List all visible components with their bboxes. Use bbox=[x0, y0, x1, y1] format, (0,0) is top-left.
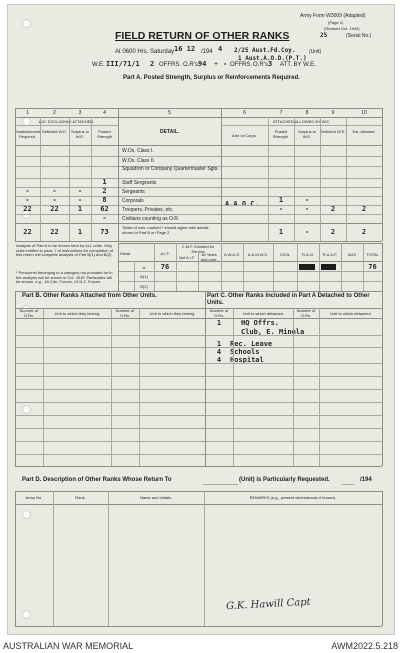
cell-att-posted: 1 bbox=[278, 196, 284, 204]
rule bbox=[346, 117, 347, 241]
col-number: 7 bbox=[279, 110, 283, 116]
rule bbox=[204, 491, 205, 626]
serial-label: (Serial No.) bbox=[346, 33, 372, 39]
analysis-header: CIVIL bbox=[279, 252, 290, 257]
total-established: 22 bbox=[23, 228, 32, 236]
cell-att-surplus: - bbox=[304, 196, 310, 204]
cell-posted: 8 bbox=[102, 196, 107, 204]
analysis-note: Analysis of Part A to be shown here by ALL units. Only units entitled to para. 7 of instructions for completion of this return will complete analysis of Part B(1) and B(2). bbox=[16, 243, 113, 258]
row-detail: W.Os. Class I. bbox=[122, 148, 154, 154]
rule bbox=[139, 308, 140, 466]
rule bbox=[15, 318, 382, 319]
detached-unit: HQ Offrs. bbox=[241, 319, 279, 327]
analysis-header: A.A.M.W.S. bbox=[247, 252, 269, 257]
analysis-header: A.I.F. bbox=[160, 251, 170, 256]
ors-att-label: O.R's. bbox=[253, 62, 270, 68]
total-posted: 73 bbox=[100, 228, 109, 236]
rule bbox=[40, 117, 41, 241]
rule bbox=[15, 415, 382, 416]
part-b-header: Unit to which they belong bbox=[149, 311, 195, 316]
part-a-title: Part A. Posted Strength, Surplus or Reinforcements Required. bbox=[123, 75, 300, 81]
rule bbox=[221, 108, 222, 241]
row-detail: Squadron or Company Quartermaster Sgts. bbox=[122, 166, 219, 172]
rule bbox=[221, 243, 222, 291]
offrs-att-field: - bbox=[223, 60, 228, 68]
part-c-header: Number of O.Rs. bbox=[296, 308, 316, 318]
cell-surplus: 1 bbox=[77, 205, 83, 213]
detached-count: 4 bbox=[216, 356, 222, 364]
rule bbox=[15, 363, 382, 364]
analysis-row-label: B(1) bbox=[140, 274, 148, 279]
detached-unit: Hospital bbox=[230, 356, 264, 364]
cell-established: 22 bbox=[23, 205, 32, 213]
rule bbox=[15, 428, 382, 429]
part-c-header: Unit to which detached bbox=[242, 311, 284, 316]
column-header: Est. Allowed. bbox=[352, 129, 376, 134]
rule bbox=[134, 261, 135, 291]
cell-posted: 2 bbox=[102, 187, 107, 195]
rule bbox=[15, 108, 382, 109]
rule bbox=[15, 504, 382, 505]
cell-surplus: - bbox=[77, 187, 83, 195]
offrs-label: OFFRS. bbox=[159, 62, 181, 68]
col-number: 10 bbox=[361, 110, 367, 116]
cell-posted: - bbox=[102, 214, 107, 222]
part-b-header: Number of O.Rs. bbox=[19, 308, 39, 318]
rule bbox=[15, 389, 382, 390]
row-detail: Corporals bbox=[122, 198, 144, 204]
cell-att-posted: - bbox=[278, 205, 284, 213]
row-detail: Troopers, Privates, etc. bbox=[122, 207, 174, 213]
column-header: Posted Strength bbox=[96, 129, 113, 139]
rule bbox=[118, 271, 382, 272]
analysis-row-label: B(2) bbox=[140, 284, 148, 289]
ors-label: O.R's. bbox=[183, 62, 200, 68]
rule bbox=[15, 347, 382, 348]
rule bbox=[15, 466, 382, 467]
row-detail: Sergeants bbox=[122, 189, 145, 195]
rule bbox=[198, 252, 199, 291]
col-number: 9 bbox=[331, 110, 335, 116]
column-header: Surplus to W.E. bbox=[70, 129, 89, 139]
unit-label: (Unit) bbox=[309, 49, 322, 55]
unit-line-2: 1 Aust.A.O.D.(P.T.) bbox=[238, 55, 307, 62]
rule bbox=[233, 308, 234, 466]
part-b-header: Unit to which they belong bbox=[54, 311, 100, 316]
analysis-header: 18 Years and over. bbox=[200, 252, 218, 262]
cell-arm: A.A.O.C. bbox=[225, 200, 259, 208]
punch-hole bbox=[22, 510, 31, 519]
binder-holes bbox=[20, 5, 32, 634]
rule bbox=[15, 308, 382, 309]
page-number: (Page 1) bbox=[328, 20, 344, 25]
rule bbox=[363, 243, 364, 291]
cell-att-deficient: 2 bbox=[330, 205, 336, 213]
rule bbox=[268, 117, 269, 241]
rule bbox=[293, 308, 294, 466]
form-sheet bbox=[7, 4, 395, 635]
rule bbox=[15, 241, 382, 242]
analysis-header: A.W.A.S. bbox=[223, 252, 240, 257]
detached-unit: Schools bbox=[230, 348, 260, 356]
analysis-header: Detail bbox=[120, 251, 131, 256]
rule bbox=[15, 335, 382, 336]
punch-hole bbox=[22, 610, 31, 619]
totals-detail: Totals of cols. marked * should agree with details shown in Part B on Page 2 bbox=[122, 225, 209, 235]
column-header: Arm or Corps. bbox=[232, 133, 257, 138]
analysis-header: TOTAL bbox=[366, 252, 379, 257]
rule bbox=[15, 491, 382, 492]
analysis-row-label: A bbox=[142, 265, 146, 270]
rule bbox=[15, 156, 382, 157]
analysis-header: R.A.N. bbox=[302, 252, 314, 257]
date-field: 16 12 bbox=[174, 45, 196, 53]
col-number: 3 bbox=[78, 110, 82, 116]
rule bbox=[341, 243, 342, 291]
part-b-title: Part B. Other Ranks Attached from Other Units. bbox=[22, 293, 157, 299]
rule bbox=[118, 281, 382, 282]
archive-reference: AWM2022.5.218 bbox=[331, 641, 398, 651]
rule bbox=[118, 243, 119, 291]
column-header: Establishment Required. bbox=[15, 129, 41, 139]
offrs-field: 2 bbox=[150, 60, 155, 68]
part-d-title-mid: (Unit) is Particularly Requested. bbox=[239, 477, 330, 483]
analysis-header: Not A.I.F. bbox=[178, 255, 196, 260]
part-d-header: Rank. bbox=[75, 495, 86, 500]
total-att-surplus: - bbox=[304, 228, 310, 236]
cell-established: - bbox=[25, 187, 30, 195]
column-header: Posted Strength. bbox=[272, 129, 290, 139]
total-surplus: 1 bbox=[77, 228, 83, 236]
rule bbox=[154, 243, 155, 291]
we-label: W.E. bbox=[92, 62, 105, 68]
col-number: 1 bbox=[26, 110, 29, 116]
cell-deficient: - bbox=[52, 187, 57, 195]
rule bbox=[15, 214, 382, 215]
year-label: /194 bbox=[201, 49, 213, 55]
rule bbox=[118, 108, 119, 241]
rule bbox=[91, 117, 92, 241]
year-field: 4 bbox=[218, 45, 223, 53]
cell-deficient: - bbox=[52, 196, 57, 204]
rule bbox=[15, 108, 16, 241]
rule bbox=[15, 291, 382, 292]
col-number: 5 bbox=[168, 110, 171, 116]
analysis-header: AUS bbox=[347, 252, 357, 257]
column-header: Surplus to W.E. bbox=[297, 129, 316, 139]
rule bbox=[382, 243, 383, 291]
detached-unit: Rec. Leave bbox=[230, 340, 273, 348]
rule bbox=[118, 243, 382, 244]
signature: G.K. Hawill Capt bbox=[225, 596, 311, 613]
detached-count: 4 bbox=[216, 348, 222, 356]
total-att-allowed: 2 bbox=[361, 228, 367, 236]
row-detail: Staff Sergeants bbox=[122, 180, 157, 186]
rule bbox=[15, 125, 118, 126]
rule bbox=[108, 491, 109, 626]
total-att-posted: 1 bbox=[278, 228, 284, 236]
rule bbox=[320, 117, 321, 241]
rule bbox=[205, 291, 206, 466]
part-d-header: REMARKS (e.g., present whereabouts if known). bbox=[249, 495, 337, 500]
total-count: 76 bbox=[368, 263, 377, 271]
we-field: III/71/1 bbox=[106, 60, 140, 68]
total-deficient: 22 bbox=[50, 228, 59, 236]
rule bbox=[111, 308, 112, 466]
detached-unit: Club, E. Minola bbox=[241, 328, 305, 336]
rule bbox=[53, 491, 54, 626]
row-detail: Civilians counting as O.R. bbox=[122, 216, 180, 222]
part-d-year: /194 bbox=[360, 477, 372, 483]
rule bbox=[15, 454, 382, 455]
rule bbox=[221, 125, 382, 126]
cell-att-allowed: 2 bbox=[361, 205, 367, 213]
rule bbox=[382, 108, 383, 241]
ors-field: 94 bbox=[198, 60, 207, 68]
punch-hole bbox=[22, 405, 31, 414]
offrs-att-label: OFFRS. bbox=[230, 62, 252, 68]
serial-number: 25 bbox=[320, 32, 328, 39]
rule bbox=[15, 291, 16, 466]
revision-note: (Revised Oct. 1943) bbox=[324, 26, 360, 31]
redaction-block bbox=[299, 264, 315, 270]
column-header: Deficient W.E. bbox=[320, 129, 346, 134]
army-form-number: Army Form W3009 (Adapted) bbox=[300, 13, 366, 19]
col-number: 2 bbox=[53, 110, 56, 116]
rule bbox=[243, 243, 244, 291]
ors-att-field: 3 bbox=[268, 60, 273, 68]
analysis-header: R.A.A.F. bbox=[322, 252, 338, 257]
form-title: FIELD RETURN OF OTHER RANKS bbox=[115, 30, 290, 42]
rule bbox=[15, 223, 382, 224]
cell-posted: 62 bbox=[100, 205, 109, 213]
cell-surplus: - bbox=[77, 196, 83, 204]
punch-hole bbox=[22, 19, 31, 28]
aif-count: 76 bbox=[160, 263, 170, 271]
rule bbox=[118, 261, 382, 262]
detached-count: 1 bbox=[216, 319, 222, 327]
col-number: 6 bbox=[243, 110, 246, 116]
total-att-deficient: 2 bbox=[330, 228, 336, 236]
rule bbox=[294, 117, 295, 241]
col-number: 4 bbox=[103, 110, 106, 116]
rule bbox=[342, 484, 354, 485]
detached-count: 1 bbox=[216, 340, 222, 348]
archive-footer bbox=[0, 638, 402, 653]
part-b-header: Number of O.Rs. bbox=[115, 308, 135, 318]
part-d-header: Army No. bbox=[25, 495, 43, 500]
rule bbox=[15, 145, 382, 146]
rule bbox=[319, 308, 320, 466]
rule bbox=[382, 491, 383, 626]
part-c-header: Unit to which detached bbox=[330, 311, 371, 316]
rule bbox=[15, 178, 382, 179]
column-header: Deficient W.E. bbox=[41, 129, 68, 134]
part-c-header: Number of O.Rs. bbox=[209, 308, 229, 318]
part-d-title: Part D. Description of Other Ranks Whose Return To bbox=[22, 477, 172, 483]
row-detail: W.Os. Class II. bbox=[122, 158, 156, 164]
cell-deficient: 22 bbox=[50, 205, 59, 213]
plus-sign: + bbox=[214, 61, 219, 68]
rule bbox=[319, 243, 320, 291]
cell-posted: 1 bbox=[102, 178, 107, 186]
rule bbox=[69, 117, 70, 241]
rule bbox=[297, 243, 298, 291]
detail-header: DETAIL. bbox=[159, 129, 180, 135]
rule bbox=[15, 626, 382, 627]
analysis-header: C.M.F. Enlisted for Service bbox=[181, 244, 215, 254]
att-label: ATT. BY W.E. bbox=[280, 62, 316, 68]
rule bbox=[15, 376, 382, 377]
group-header-right: ATTACHED ALLOWED BY W.E. bbox=[272, 119, 331, 124]
rule bbox=[273, 243, 274, 291]
group-header-left: W.E. EXCLUDING ATTACHED. bbox=[38, 119, 95, 124]
redaction-block bbox=[321, 264, 336, 270]
analysis-footnote: * Personnel belonging to a category not provided for in the analysis will be shown in Col. 'AUS' Particulars will be shown, e.g., 18 Cdn. Forces, 10 N.Z. Forces. bbox=[16, 270, 113, 285]
rule bbox=[15, 441, 382, 442]
cell-att-surplus: - bbox=[304, 205, 310, 213]
time-label: At 0600 Hrs. Saturday bbox=[115, 49, 175, 55]
rule bbox=[176, 243, 177, 291]
rule bbox=[382, 291, 383, 466]
unit-field: 2/25 Aust.Fd.Coy. bbox=[234, 47, 296, 54]
part-c-title: Part C. Other Ranks Included in Part A Detached to Other Units. bbox=[207, 293, 370, 306]
archive-name: AUSTRALIAN WAR MEMORIAL bbox=[3, 641, 134, 651]
rule bbox=[203, 484, 238, 485]
rule bbox=[15, 402, 382, 403]
col-number: 8 bbox=[305, 110, 309, 116]
rule bbox=[15, 491, 16, 626]
rule bbox=[15, 117, 382, 118]
part-d-header: Name and Initials. bbox=[139, 495, 172, 500]
cell-established: - bbox=[25, 196, 30, 204]
rule bbox=[43, 308, 44, 466]
